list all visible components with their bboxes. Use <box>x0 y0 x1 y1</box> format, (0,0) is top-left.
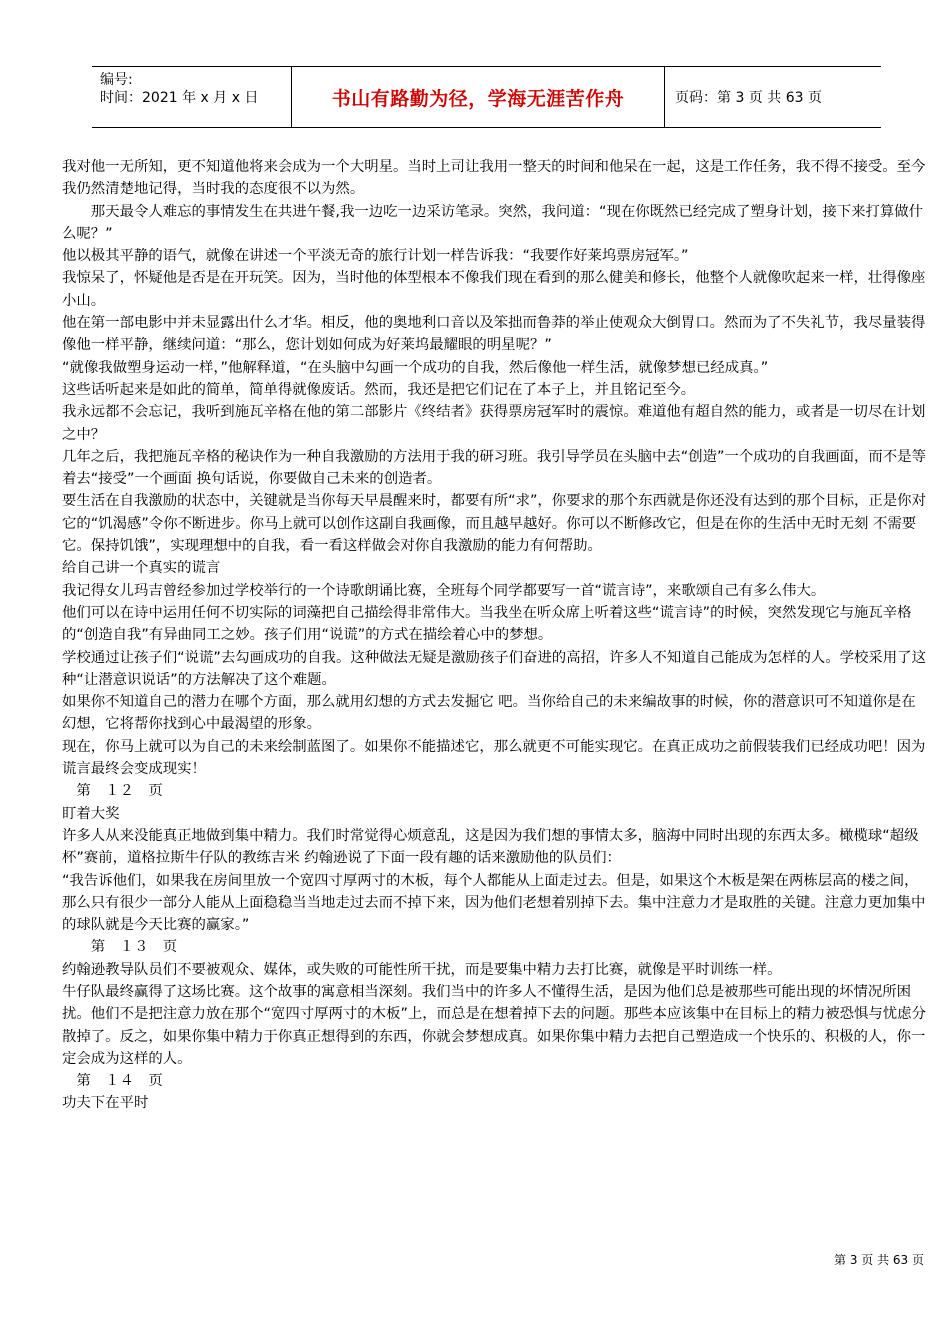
paragraph: 几年之后，我把施瓦辛格的秘诀作为一种自我激励的方法用于我的研习班。我引导学员在头脑中去“创造”一个成功的自我画面，而不是等着去“接受”一个画面 换句话说，你要做自己未来的创造者。 <box>62 448 926 488</box>
paragraph: 盯着大奖 <box>62 805 120 822</box>
header-meta <box>92 67 292 127</box>
paragraph: 学校通过让孩子们“说谎”去勾画成功的自我。这种做法无疑是激励孩子们奋进的高招，许多人不知道自己能成为怎样的人。学校采用了这种“让潜意识说话”的方法解决了这个难题。 <box>62 649 926 688</box>
paragraph: 牛仔队最终赢得了这场比赛。这个故事的寓意相当深刻。我们当中的许多人不懂得生活，是因为他们总是被那些可能出现的坏情况所困扰。他们不是把注意力放在那个“宽四寸厚两寸的木板”上，而总是在想着掉下去的问题。那些本应该集中在目标上的精力被恐惧与忧虑分散掉了。反之，如果你集中精力于你真正想得到的东西，你就会梦想成真。如果你集中精力去把自己塑造成一个快乐的、积极的人，你一定会成为这样的人。 <box>62 983 926 1067</box>
paragraph: 他在第一部电影中并未显露出什么才华。相反，他的奥地利口音以及笨拙而鲁莽的举止使观众大倒胃口。然而为了不失礼节，我尽量装得像他一样平静，继续问道：“那么，您计划如何成为好莱坞最耀眼的明星呢？” <box>62 315 926 354</box>
paragraph: 他以极其平静的语气，就像在讲述一个平淡无奇的旅行计划一样告诉我：“我要作好莱坞票房冠军。” <box>62 248 689 265</box>
paragraph: 这些话听起来是如此的简单，简单得就像废话。然而，我还是把它们记在了本子上，并且铭记至今。 <box>62 381 696 398</box>
paragraph: 第 １４ 页 <box>62 1073 163 1090</box>
page-footer: 第 3 页 共 63 页 <box>834 1253 924 1267</box>
document-body <box>62 156 930 1115</box>
paragraph: 第 １２ 页 <box>62 783 163 800</box>
paragraph: 功夫下在平时 <box>62 1095 149 1112</box>
doc-time-label: 时间：2021 年 x 月 x 日 <box>100 90 259 106</box>
page-header <box>92 66 881 128</box>
paragraph: 第 １３ 页 <box>62 939 178 956</box>
paragraph: 许多人从来没能真正地做到集中精力。我们时常觉得心烦意乱，这是因为我们想的事情太多，脑海中同时出现的东西太多。橄榄球“超级杯”赛前，道格拉斯牛仔队的教练吉米 约翰逊说了下面一段有趣的话来激励他的队员们： <box>62 827 919 867</box>
paragraph: “我告诉他们，如果我在房间里放一个宽四寸厚两寸的木板，每个人都能从上面走过去。但是，如果这个木板是架在两栋层高的楼之间，那么只有很少一部分人能从上面稳稳当当地走过去而不掉下来，因为他们老想着别掉下去。集中注意力才是取胜的关键。注意力更加集中的球队就是今天比赛的赢家。” <box>62 872 926 934</box>
header-motto: 书山有路勤为径，学海无涯苦作舟 <box>292 67 665 127</box>
paragraph: 他们可以在诗中运用任何不切实际的词藻把自己描绘得非常伟大。当我坐在听众席上听着这些“谎言诗”的时候，突然发现它与施瓦辛格的“创造自我”有异曲同工之妙。孩子们用“说谎”的方式在描绘着心中的梦想。 <box>62 604 912 644</box>
doc-number-label: 编号: <box>100 72 133 88</box>
paragraph: 那天最令人难忘的事情发生在共进午餐,我一边吃一边采访笔录。突然，我问道：“现在你既然已经完成了塑身计划，接下来打算做什么呢？” <box>62 203 924 242</box>
paragraph: 我对他一无所知，更不知道他将来会成为一个大明星。当时上司让我用一整天的时间和他呆在一起，这是工作任务，我不得不接受。至今我仍然清楚地记得，当时我的态度很不以为然。 <box>62 159 926 198</box>
paragraph: 现在，你马上就可以为自己的未来绘制蓝图了。如果你不能描述它，那么就更不可能实现它。在真正成功之前假装我们已经成功吧！因为谎言最终会变成现实！ <box>62 738 926 778</box>
paragraph: 给自己讲一个真实的谎言 <box>62 560 221 577</box>
paragraph: 我记得女儿玛吉曾经参加过学校举行的一个诗歌朗诵比赛，全班每个同学都要写一首“谎言诗”，来歌颂自己有多么伟大。 <box>62 582 826 599</box>
header-page-info: 页码：第 3 页 共 63 页 <box>675 90 822 106</box>
paragraph: 我永远都不会忘记，我听到施瓦辛格在他的第二部影片《终结者》获得票房冠军时的震惊。难道他有超自然的能力，或者是一切尽在计划之中？ <box>62 404 926 443</box>
paragraph: 要生活在自我激励的状态中，关键就是当你每天早晨醒来时，都要有所“求”，你要求的那个东西就是你还没有达到的那个目标，正是你对它的“饥渴感”令你不断进步。你马上就可以创作这副自我画像，而且越早越好。你可以不断修改它，但是在你的生活中无时无刻 不需要它。保持饥饿”，实现理想中的自我，看一看这样做会对你自我激励的能力有何帮助。 <box>62 493 926 555</box>
paragraph: “就像我做塑身运动一样，”他解释道，“在头脑中勾画一个成功的自我，然后像他一样生活，就像梦想已经成真。” <box>62 359 769 376</box>
paragraph: 如果你不知道自己的潜力在哪个方面，那么就用幻想的方式去发掘它 吧。当你给自己的未来编故事的时候，你的潜意识可不知道你是在幻想，它将帮你找到心中最渴望的形象。 <box>62 694 916 733</box>
paragraph: 约翰逊教导队员们不要被观众、媒体，或失败的可能性所干扰，而是要集中精力去打比赛，就像是平时训练一样。 <box>62 961 782 978</box>
paragraph: 我惊呆了，怀疑他是否是在开玩笑。因为，当时他的体型根本不像我们现在看到的那么健美和修长，他整个人就像吹起来一样，壮得像座小山。 <box>62 270 926 309</box>
